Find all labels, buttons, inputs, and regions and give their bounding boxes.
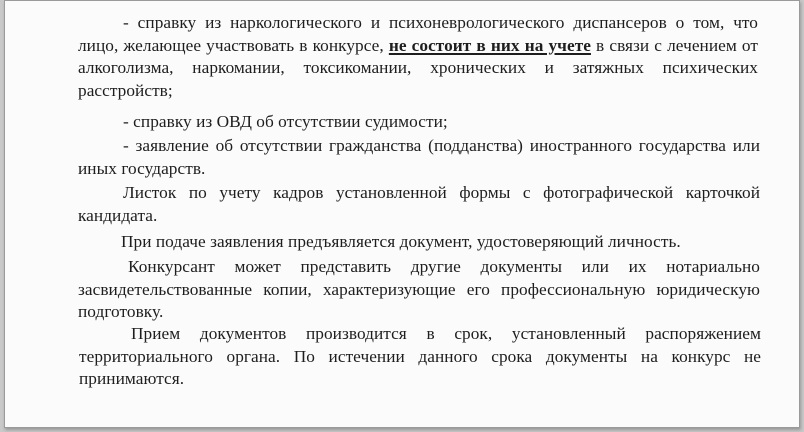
- paragraph-narcology-certificate: [78, 12, 758, 102]
- paragraph-citizenship-statement: - заявление об отсутствии гражданства (подданства) иностранного государства или иных государств.: [78, 136, 760, 178]
- paragraph-personnel-sheet: Листок по учету кадров установленной формы с фотографической карточкой кандидата.: [78, 183, 760, 225]
- paragraph-other-documents: Конкурсант может представить другие документы или их нотариально засвидетельствованные копии, характеризующие его профессиональную юридическую подготовку.: [78, 257, 760, 321]
- paragraph-ovd-certificate: - справку из ОВД об отсутствии судимости;: [123, 112, 448, 131]
- scanned-document-page: [4, 0, 800, 428]
- paragraph-text: - справку из наркологического и психоневрологического диспансеров о том, что лицо, желающее участвовать в конкурсе,: [78, 13, 758, 55]
- highlighted-phrase: не состоит в них на учете: [388, 35, 591, 55]
- paragraph-identity-document: При подаче заявления предъявляется документ, удостоверяющий личность.: [121, 232, 681, 251]
- paragraph-text: в связи с лечением от алкоголизма, наркомании, токсикомании, хронических и затяжных психических расстройств;: [78, 35, 759, 100]
- paragraph-submission-deadline: Прием документов производится в срок, установленный распоряжением территориального органа. По истечении данного срока документы на конкурс не принимаются.: [79, 324, 761, 388]
